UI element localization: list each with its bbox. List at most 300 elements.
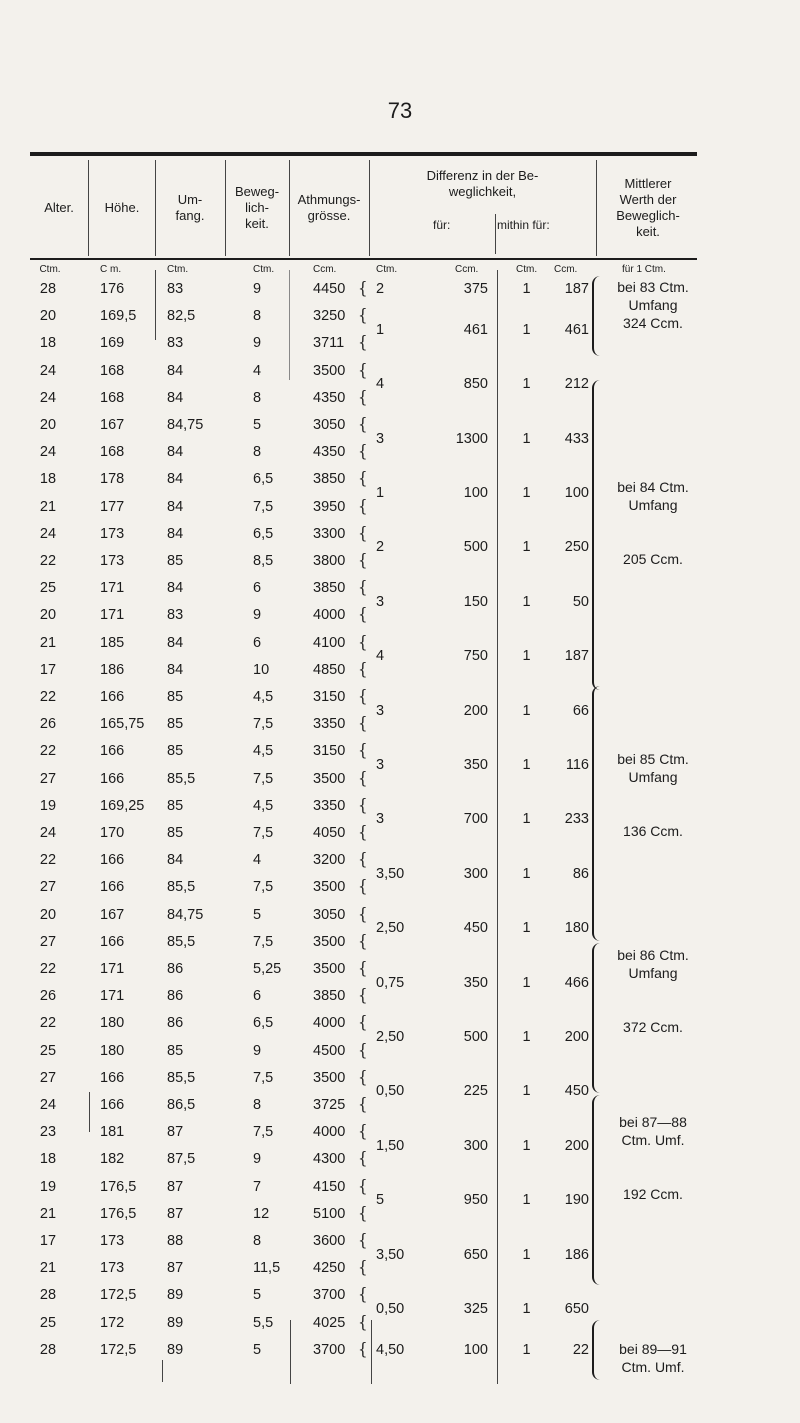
- cell-mithin-ccm: 200: [564, 1137, 589, 1154]
- cell-hoehe: 171: [100, 580, 125, 597]
- cell-diff-ccm: 461: [463, 321, 488, 338]
- col-divider: [497, 270, 498, 1384]
- cell-alter: 25: [39, 1042, 57, 1059]
- cell-alter: 28: [39, 281, 57, 297]
- cell-beweglichkeit: 4: [253, 362, 262, 379]
- cell-hoehe: 168: [100, 362, 125, 379]
- pair-brace: {: [358, 1094, 368, 1114]
- cell-beweglichkeit: 7,5: [253, 1069, 274, 1086]
- cell-diff-ctm: 2,50: [376, 920, 405, 937]
- cell-mithin-ccm: 466: [564, 974, 589, 991]
- cell-umfang: 85: [167, 689, 184, 705]
- cell-alter: 22: [39, 961, 57, 977]
- cell-athmung: 3150: [313, 743, 346, 760]
- cell-hoehe: 178: [100, 471, 125, 488]
- cell-hoehe: 172,5: [100, 1287, 137, 1304]
- cell-alter: 18: [39, 471, 57, 488]
- cell-athmung: 4350: [313, 389, 346, 406]
- cell-mithin-ccm: 212: [564, 376, 589, 393]
- cell-diff-ccm: 100: [463, 485, 488, 501]
- cell-athmung: 5100: [313, 1205, 346, 1222]
- cell-beweglichkeit: 4,5: [253, 743, 274, 760]
- cell-umfang: 85,5: [167, 1069, 196, 1086]
- cell-umfang: 86: [167, 1015, 184, 1032]
- cell-diff-ctm: 3: [376, 430, 385, 447]
- cell-diff-ctm: 4,50: [376, 1341, 405, 1358]
- col-divider: [155, 270, 156, 340]
- cell-beweglichkeit: 8: [253, 1097, 262, 1113]
- cell-athmung: 3725: [313, 1097, 346, 1113]
- cell-mithin-ctm: 1: [522, 865, 531, 882]
- cell-alter: 24: [39, 389, 57, 406]
- group-note: bei 83 Ctm. Umfang 324 Ccm.: [617, 279, 689, 331]
- cell-alter: 24: [39, 444, 57, 461]
- cell-mithin-ctm: 1: [522, 757, 531, 773]
- cell-beweglichkeit: 5: [253, 906, 262, 923]
- cell-mithin-ccm: 22: [572, 1341, 589, 1358]
- col-divider: [88, 160, 89, 256]
- cell-umfang: 89: [167, 1287, 184, 1304]
- cell-hoehe: 180: [100, 1042, 125, 1059]
- pair-brace: {: [358, 359, 368, 380]
- cell-umfang: 89: [167, 1314, 184, 1331]
- cell-athmung: 3700: [313, 1287, 346, 1304]
- cell-beweglichkeit: 4,5: [253, 689, 274, 705]
- cell-umfang: 84: [167, 389, 184, 406]
- cell-alter: 24: [39, 525, 57, 542]
- cell-umfang: 82,5: [167, 308, 196, 325]
- pair-brace: {: [358, 903, 368, 924]
- cell-athmung: 4000: [313, 607, 346, 624]
- cell-hoehe: 166: [100, 689, 125, 705]
- cell-beweglichkeit: 9: [253, 281, 262, 297]
- cell-alter: 22: [39, 689, 57, 705]
- header-beweglichkeit: Beweg- lich- keit.: [234, 184, 280, 231]
- cell-beweglichkeit: 7,5: [253, 498, 274, 515]
- cell-athmung: 3350: [313, 797, 346, 814]
- cell-athmung: 4450: [313, 281, 346, 297]
- cell-diff-ccm: 650: [463, 1246, 488, 1263]
- header-alter: Alter.: [44, 200, 74, 215]
- header-fuer: für:: [433, 218, 451, 232]
- cell-mithin-ctm: 1: [522, 430, 531, 447]
- cell-hoehe: 166: [100, 852, 125, 869]
- cell-beweglichkeit: 5,5: [253, 1314, 274, 1331]
- pair-brace: {: [358, 876, 368, 897]
- cell-alter: 27: [39, 933, 57, 950]
- cell-hoehe: 176,5: [100, 1178, 137, 1195]
- cell-alter: 18: [39, 1151, 57, 1168]
- cell-hoehe: 166: [100, 1069, 125, 1086]
- page-number: 73: [387, 98, 413, 123]
- cell-diff-ctm: 2,50: [376, 1029, 405, 1045]
- cell-mithin-ccm: 50: [572, 593, 589, 610]
- cell-alter: 18: [39, 335, 57, 352]
- cell-athmung: 4300: [313, 1151, 346, 1168]
- cell-hoehe: 171: [100, 988, 125, 1005]
- pair-brace: {: [358, 1148, 368, 1169]
- cell-hoehe: 177: [100, 498, 125, 515]
- cell-beweglichkeit: 11,5: [253, 1260, 281, 1277]
- cell-diff-ccm: 375: [463, 281, 488, 297]
- cell-umfang: 84: [167, 362, 184, 379]
- cell-alter: 24: [39, 362, 57, 379]
- cell-diff-ctm: 1,50: [376, 1137, 405, 1154]
- cell-mithin-ctm: 1: [522, 648, 531, 665]
- cell-alter: 17: [39, 661, 57, 678]
- cell-diff-ccm: 200: [463, 702, 488, 719]
- cell-hoehe: 171: [100, 961, 125, 977]
- pair-brace: {: [358, 332, 368, 353]
- cell-athmung: 3500: [313, 933, 346, 950]
- header-umfang: Um- fang.: [175, 192, 205, 223]
- cell-mithin-ccm: 100: [564, 485, 589, 501]
- cell-mithin-ccm: 650: [564, 1301, 589, 1317]
- pair-brace: {: [358, 930, 368, 951]
- unit-mithin-ctm: Ctm.: [516, 264, 538, 275]
- unit-beweglichkeit: Ctm.: [253, 264, 275, 275]
- cell-diff-ctm: 4: [376, 648, 385, 665]
- cell-umfang: 85: [167, 716, 184, 733]
- cell-umfang: 85: [167, 797, 184, 814]
- cell-mithin-ctm: 1: [522, 1301, 531, 1317]
- cell-mithin-ccm: 250: [564, 539, 589, 556]
- cell-hoehe: 166: [100, 933, 125, 950]
- cell-diff-ctm: 3: [376, 757, 385, 773]
- unit-hoehe: C m.: [100, 264, 122, 275]
- cell-diff-ccm: 100: [463, 1341, 488, 1358]
- cell-diff-ctm: 0,75: [376, 974, 405, 991]
- pair-brace: {: [358, 1012, 368, 1033]
- cell-hoehe: 181: [100, 1124, 125, 1141]
- cell-athmung: 4100: [313, 634, 346, 651]
- cell-umfang: 84: [167, 471, 184, 488]
- cell-mithin-ccm: 180: [564, 920, 589, 937]
- pair-brace: {: [358, 278, 368, 298]
- cell-mithin-ctm: 1: [522, 811, 531, 828]
- cell-mithin-ccm: 187: [564, 648, 589, 665]
- cell-alter: 21: [39, 498, 57, 515]
- cell-hoehe: 180: [100, 1015, 125, 1032]
- cell-beweglichkeit: 7: [253, 1178, 262, 1195]
- cell-diff-ctm: 3,50: [376, 1246, 405, 1263]
- cell-umfang: 85: [167, 743, 184, 760]
- cell-athmung: 3600: [313, 1233, 346, 1249]
- cell-beweglichkeit: 7,5: [253, 879, 274, 896]
- cell-hoehe: 165,75: [100, 716, 145, 733]
- cell-alter: 20: [39, 607, 57, 624]
- cell-mithin-ctm: 1: [522, 1341, 531, 1358]
- cell-mithin-ctm: 1: [522, 974, 531, 991]
- pair-brace: {: [358, 631, 368, 652]
- cell-umfang: 85: [167, 1042, 184, 1059]
- cell-mithin-ctm: 1: [522, 539, 531, 556]
- cell-alter: 17: [39, 1233, 57, 1249]
- cell-athmung: 3500: [313, 961, 346, 977]
- cell-beweglichkeit: 8: [253, 1233, 262, 1249]
- cell-alter: 26: [39, 988, 57, 1005]
- cell-alter: 26: [39, 716, 57, 733]
- cell-hoehe: 166: [100, 770, 125, 787]
- pair-brace: {: [358, 468, 368, 489]
- cell-alter: 28: [39, 1341, 57, 1358]
- cell-hoehe: 171: [100, 607, 125, 624]
- pair-brace: {: [358, 1121, 368, 1142]
- cell-mithin-ccm: 450: [564, 1083, 589, 1100]
- cell-mithin-ccm: 233: [564, 811, 589, 828]
- cell-beweglichkeit: 4,5: [253, 797, 274, 814]
- cell-beweglichkeit: 10: [253, 661, 270, 678]
- group-note: bei 86 Ctm. Umfang 372 Ccm.: [617, 947, 689, 1035]
- cell-hoehe: 166: [100, 879, 125, 896]
- cell-beweglichkeit: 5,25: [253, 961, 282, 977]
- cell-beweglichkeit: 6,5: [253, 471, 274, 488]
- group-note: bei 87—88 Ctm. Umf. 192 Ccm.: [619, 1114, 687, 1202]
- cell-beweglichkeit: 9: [253, 335, 262, 352]
- cell-umfang: 84: [167, 498, 184, 515]
- cell-umfang: 87: [167, 1260, 184, 1277]
- col-divider: [225, 160, 226, 256]
- cell-alter: 21: [39, 634, 57, 651]
- cell-mithin-ctm: 1: [522, 1192, 531, 1209]
- cell-athmung: 4850: [313, 661, 346, 678]
- cell-alter: 25: [39, 1314, 57, 1331]
- cell-alter: 20: [39, 906, 57, 923]
- pair-brace: {: [358, 658, 368, 679]
- cell-umfang: 86,5: [167, 1097, 196, 1113]
- cell-beweglichkeit: 5: [253, 417, 262, 433]
- cell-diff-ctm: 1: [376, 485, 385, 501]
- cell-alter: 19: [39, 1178, 57, 1195]
- cell-mithin-ctm: 1: [522, 485, 531, 501]
- cell-umfang: 83: [167, 335, 184, 352]
- cell-hoehe: 166: [100, 743, 125, 760]
- unit-umfang: Ctm.: [167, 264, 189, 275]
- cell-mithin-ctm: 1: [522, 376, 531, 393]
- unit-diff-ccm: Ccm.: [455, 264, 479, 275]
- cell-diff-ctm: 4: [376, 376, 385, 393]
- cell-diff-ctm: 1: [376, 321, 385, 338]
- cell-diff-ccm: 150: [463, 593, 488, 610]
- cell-mithin-ccm: 190: [564, 1192, 589, 1209]
- cell-diff-ccm: 950: [463, 1192, 488, 1209]
- cell-mithin-ccm: 66: [572, 702, 589, 719]
- cell-athmung: 3350: [313, 716, 346, 733]
- pair-brace: {: [358, 577, 368, 598]
- cell-beweglichkeit: 4: [253, 852, 262, 869]
- cell-athmung: 4350: [313, 444, 346, 461]
- cell-beweglichkeit: 8: [253, 389, 262, 406]
- cell-diff-ctm: 2: [376, 539, 385, 556]
- cell-alter: 22: [39, 743, 57, 760]
- cell-athmung: 3500: [313, 770, 346, 787]
- col-divider: [290, 1320, 291, 1384]
- cell-alter: 22: [39, 553, 57, 569]
- pair-brace: {: [358, 386, 368, 407]
- cell-mithin-ccm: 116: [565, 757, 589, 773]
- cell-mithin-ctm: 1: [522, 1083, 531, 1100]
- cell-mithin-ctm: 1: [522, 920, 531, 937]
- cell-umfang: 87: [167, 1124, 184, 1141]
- cell-umfang: 84: [167, 661, 184, 678]
- cell-diff-ccm: 225: [463, 1083, 488, 1100]
- cell-diff-ccm: 1300: [455, 430, 488, 447]
- pair-brace: {: [358, 441, 368, 462]
- cell-umfang: 85: [167, 553, 184, 569]
- unit-alter: Ctm.: [39, 264, 61, 275]
- unit-mittel: für 1 Ctm.: [622, 264, 666, 275]
- header-mittlerer: Mittlerer Werth der Beweglich- keit.: [616, 176, 680, 239]
- cell-diff-ccm: 300: [463, 865, 488, 882]
- cell-mithin-ctm: 1: [522, 1029, 531, 1045]
- header-differenz: Differenz in der Be- weglichkeit,: [426, 168, 539, 199]
- cell-hoehe: 173: [100, 553, 125, 569]
- cell-mithin-ccm: 187: [564, 281, 589, 297]
- cell-alter: 21: [39, 1205, 57, 1222]
- cell-athmung: 3850: [313, 988, 346, 1005]
- cell-athmung: 3850: [313, 471, 346, 488]
- col-divider: [495, 214, 496, 254]
- cell-hoehe: 182: [100, 1151, 125, 1168]
- cell-hoehe: 186: [100, 661, 125, 678]
- cell-athmung: 4500: [313, 1042, 346, 1059]
- cell-diff-ccm: 350: [463, 974, 488, 991]
- cell-alter: 24: [39, 1097, 57, 1113]
- cell-beweglichkeit: 6: [253, 634, 262, 651]
- cell-alter: 19: [39, 797, 57, 814]
- cell-umfang: 86: [167, 988, 184, 1005]
- cell-mithin-ccm: 186: [564, 1246, 589, 1263]
- pair-brace: {: [358, 713, 368, 734]
- cell-umfang: 84,75: [167, 417, 204, 433]
- pair-brace: {: [358, 1257, 368, 1278]
- col-divider: [289, 270, 290, 380]
- cell-mithin-ctm: 1: [522, 281, 531, 297]
- pair-brace: {: [358, 794, 368, 815]
- cell-beweglichkeit: 6,5: [253, 525, 274, 542]
- cell-umfang: 84: [167, 634, 184, 651]
- pair-brace: {: [358, 495, 368, 516]
- cell-athmung: 3200: [313, 852, 346, 869]
- cell-beweglichkeit: 7,5: [253, 1124, 274, 1141]
- pair-brace: {: [358, 1284, 368, 1305]
- cell-athmung: 3500: [313, 879, 346, 896]
- col-divider: [289, 160, 290, 256]
- cell-umfang: 87: [167, 1205, 184, 1222]
- cell-mithin-ccm: 433: [564, 430, 589, 447]
- cell-athmung: 3500: [313, 1069, 346, 1086]
- header-athmungsgroesse: Athmungs- grösse.: [297, 192, 361, 223]
- cell-diff-ccm: 850: [463, 376, 488, 393]
- header-rule: [30, 258, 697, 260]
- cell-athmung: 3150: [313, 689, 346, 705]
- pair-brace: {: [358, 740, 368, 761]
- cell-hoehe: 185: [100, 634, 125, 651]
- col-divider: [596, 160, 597, 256]
- cell-alter: 25: [39, 580, 57, 597]
- cell-umfang: 84: [167, 580, 184, 597]
- cell-diff-ccm: 700: [463, 811, 488, 828]
- cell-athmung: 4025: [313, 1314, 346, 1331]
- cell-alter: 28: [39, 1287, 57, 1304]
- cell-umfang: 83: [167, 607, 184, 624]
- cell-umfang: 85: [167, 825, 184, 841]
- cell-diff-ctm: 2: [376, 281, 385, 297]
- cell-beweglichkeit: 5: [253, 1341, 262, 1358]
- cell-umfang: 85,5: [167, 879, 196, 896]
- cell-athmung: 3711: [313, 335, 345, 352]
- cell-alter: 27: [39, 770, 57, 787]
- cell-hoehe: 176: [100, 281, 125, 297]
- unit-athmung: Ccm.: [313, 264, 337, 275]
- cell-beweglichkeit: 7,5: [253, 770, 274, 787]
- cell-diff-ccm: 750: [463, 648, 488, 665]
- cell-hoehe: 173: [100, 1260, 125, 1277]
- unit-diff-ctm: Ctm.: [376, 264, 398, 275]
- cell-beweglichkeit: 9: [253, 607, 262, 624]
- pair-brace: {: [358, 1066, 368, 1087]
- pair-brace: {: [358, 522, 368, 543]
- cell-diff-ccm: 450: [463, 920, 488, 937]
- cell-beweglichkeit: 8: [253, 308, 262, 325]
- cell-hoehe: 167: [100, 906, 125, 923]
- pair-brace: {: [358, 1230, 368, 1250]
- cell-hoehe: 172,5: [100, 1341, 137, 1358]
- group-note: bei 85 Ctm. Umfang 136 Ccm.: [617, 751, 689, 839]
- pair-brace: {: [358, 1175, 368, 1196]
- cell-hoehe: 173: [100, 1233, 125, 1249]
- cell-umfang: 85,5: [167, 770, 196, 787]
- pair-brace: {: [358, 767, 368, 788]
- cell-mithin-ctm: 1: [522, 1137, 531, 1154]
- unit-mithin-ccm: Ccm.: [554, 264, 578, 275]
- cell-mithin-ccm: 200: [564, 1029, 589, 1045]
- cell-diff-ccm: 500: [463, 1029, 488, 1045]
- cell-beweglichkeit: 5: [253, 1287, 262, 1304]
- cell-alter: 27: [39, 1069, 57, 1086]
- cell-beweglichkeit: 7,5: [253, 933, 274, 950]
- col-divider: [162, 1360, 163, 1382]
- cell-beweglichkeit: 9: [253, 1151, 262, 1168]
- pair-brace: {: [358, 1311, 368, 1332]
- pair-brace: {: [358, 822, 368, 842]
- cell-hoehe: 168: [100, 389, 125, 406]
- cell-beweglichkeit: 6: [253, 988, 262, 1005]
- pair-brace: {: [358, 1039, 368, 1060]
- cell-beweglichkeit: 8: [253, 444, 262, 461]
- pair-brace: {: [358, 550, 368, 570]
- cell-hoehe: 167: [100, 417, 125, 433]
- cell-hoehe: 168: [100, 444, 125, 461]
- cell-diff-ctm: 0,50: [376, 1301, 405, 1317]
- col-divider: [371, 1320, 372, 1384]
- cell-hoehe: 169,5: [100, 308, 137, 325]
- cell-alter: 24: [39, 825, 57, 841]
- pair-brace: {: [358, 604, 368, 625]
- cell-diff-ccm: 350: [463, 757, 488, 773]
- pair-brace: {: [358, 1202, 368, 1223]
- cell-hoehe: 173: [100, 525, 125, 542]
- cell-athmung: 4000: [313, 1015, 346, 1032]
- cell-alter: 20: [39, 417, 57, 433]
- cell-athmung: 3050: [313, 417, 346, 433]
- cell-athmung: 4250: [313, 1260, 346, 1277]
- group-note: bei 89—91 Ctm. Umf.: [619, 1341, 687, 1375]
- cell-umfang: 83: [167, 281, 184, 297]
- cell-umfang: 85,5: [167, 933, 196, 950]
- cell-diff-ctm: 3,50: [376, 865, 405, 882]
- cell-umfang: 86: [167, 961, 184, 977]
